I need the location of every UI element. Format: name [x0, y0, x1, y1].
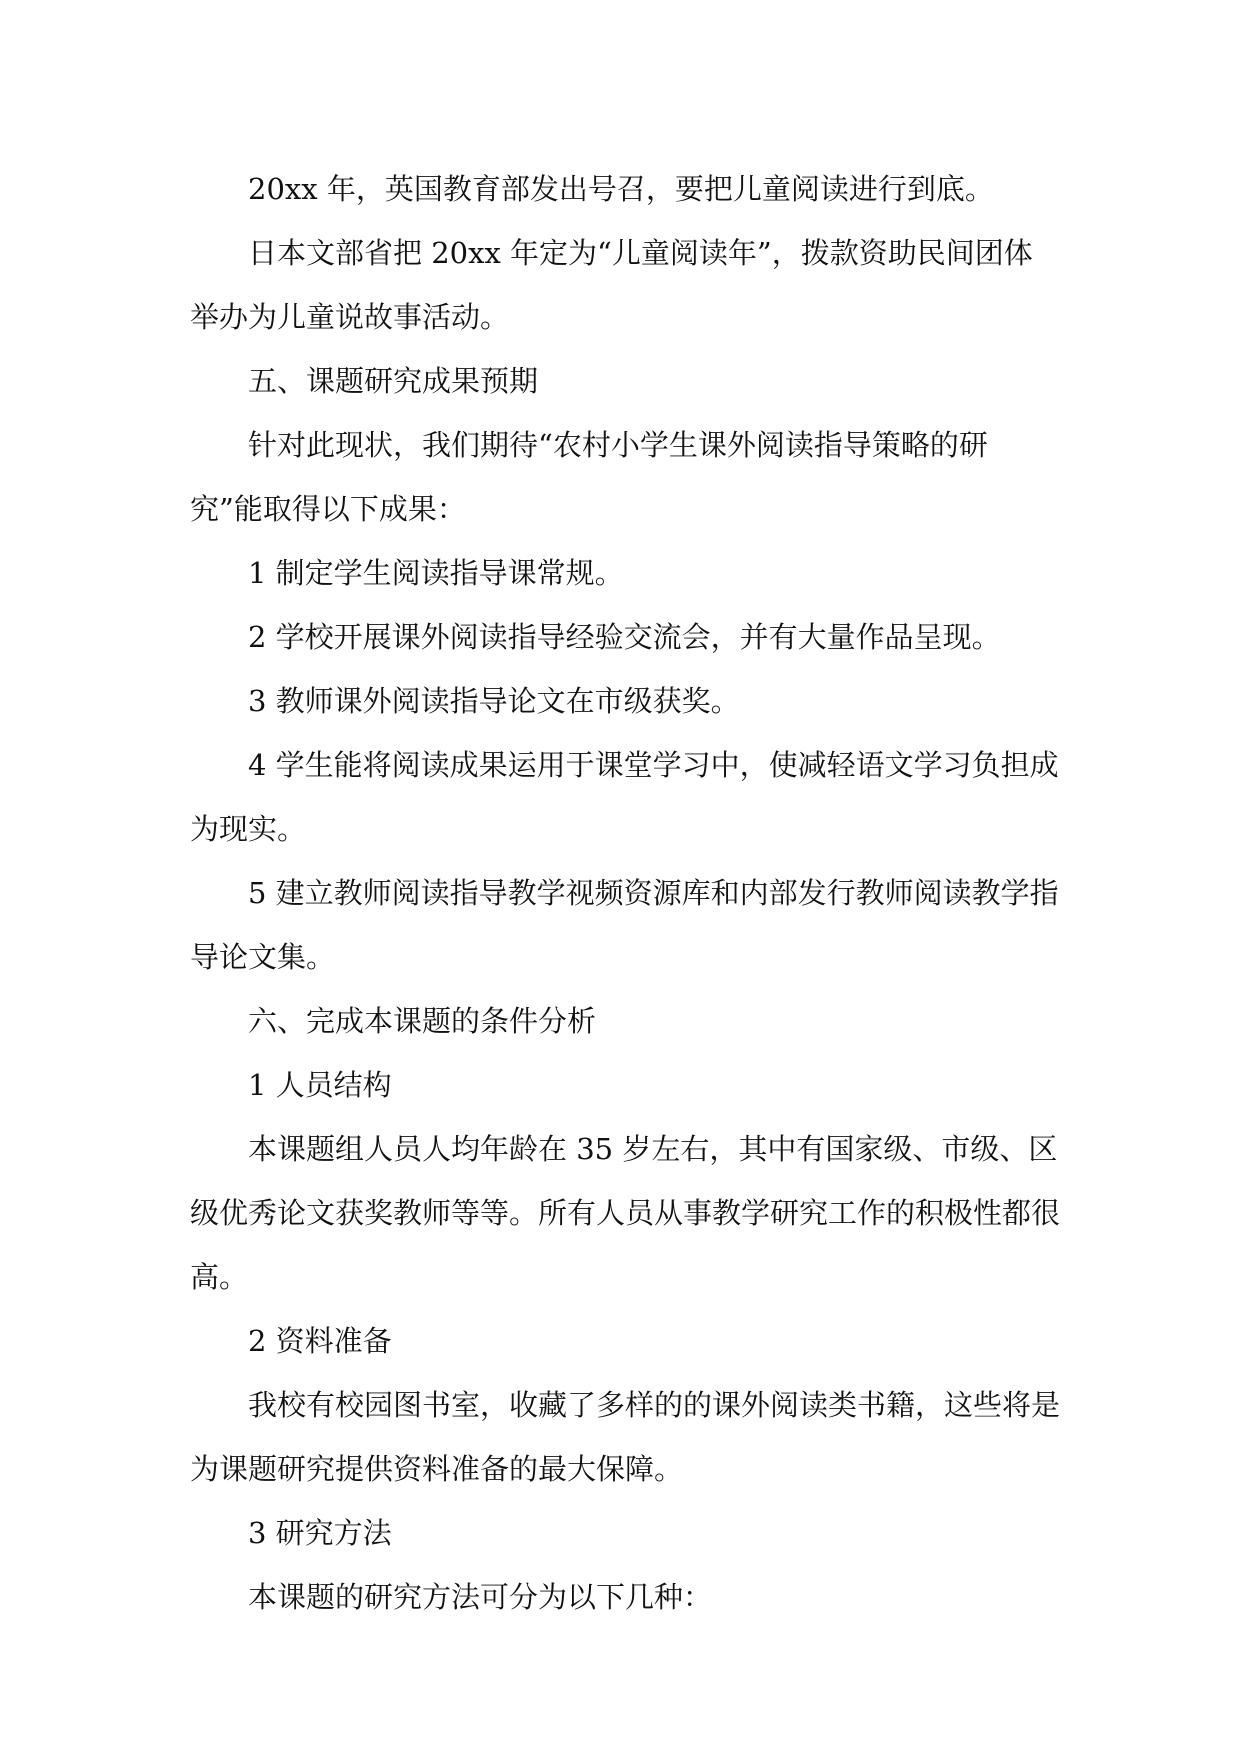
- document-body: [190, 157, 1060, 1629]
- subheading-personnel: 1 人员结构: [248, 1068, 392, 1102]
- list-item-result-3: 3 教师课外阅读指导论文在市级获奖。: [248, 684, 740, 718]
- list-item-result-5: 5 建立教师阅读指导教学视频资源库和内部发行教师阅读教学指导论文集。: [190, 876, 1059, 974]
- paragraph-materials: 我校有校园图书室，收藏了多样的的课外阅读类书籍，这些将是为课题研究提供资料准备的最大保障。: [190, 1388, 1061, 1486]
- paragraph-expected-intro: 针对此现状，我们期待“农村小学生课外阅读指导策略的研究”能取得以下成果：: [190, 428, 988, 526]
- section-heading-conditions: 六、完成本课题的条件分析: [248, 1004, 597, 1038]
- list-item-result-4: 4 学生能将阅读成果运用于课堂学习中，使减轻语文学习负担成为现实。: [190, 748, 1059, 846]
- subheading-methods: 3 研究方法: [248, 1516, 392, 1550]
- paragraph-methods: 本课题的研究方法可分为以下几种：: [248, 1580, 713, 1614]
- paragraph-uk-reading: 20xx 年，英国教育部发出号召，要把儿童阅读进行到底。: [248, 172, 994, 206]
- list-item-result-2: 2 学校开展课外阅读指导经验交流会，并有大量作品呈现。: [248, 620, 1001, 654]
- section-heading-expected-results: 五、课题研究成果预期: [248, 364, 539, 398]
- paragraph-japan-reading-year: 日本文部省把 20xx 年定为“儿童阅读年”，拨款资助民间团体举办为儿童说故事活动。: [190, 236, 1033, 334]
- list-item-result-1: 1 制定学生阅读指导课常规。: [248, 556, 624, 590]
- subheading-materials: 2 资料准备: [248, 1324, 392, 1358]
- paragraph-personnel: 本课题组人员人均年龄在 35 岁左右，其中有国家级、市级、区级优秀论文获奖教师等等。所有人员从事教学研究工作的积极性都很高。: [190, 1132, 1061, 1294]
